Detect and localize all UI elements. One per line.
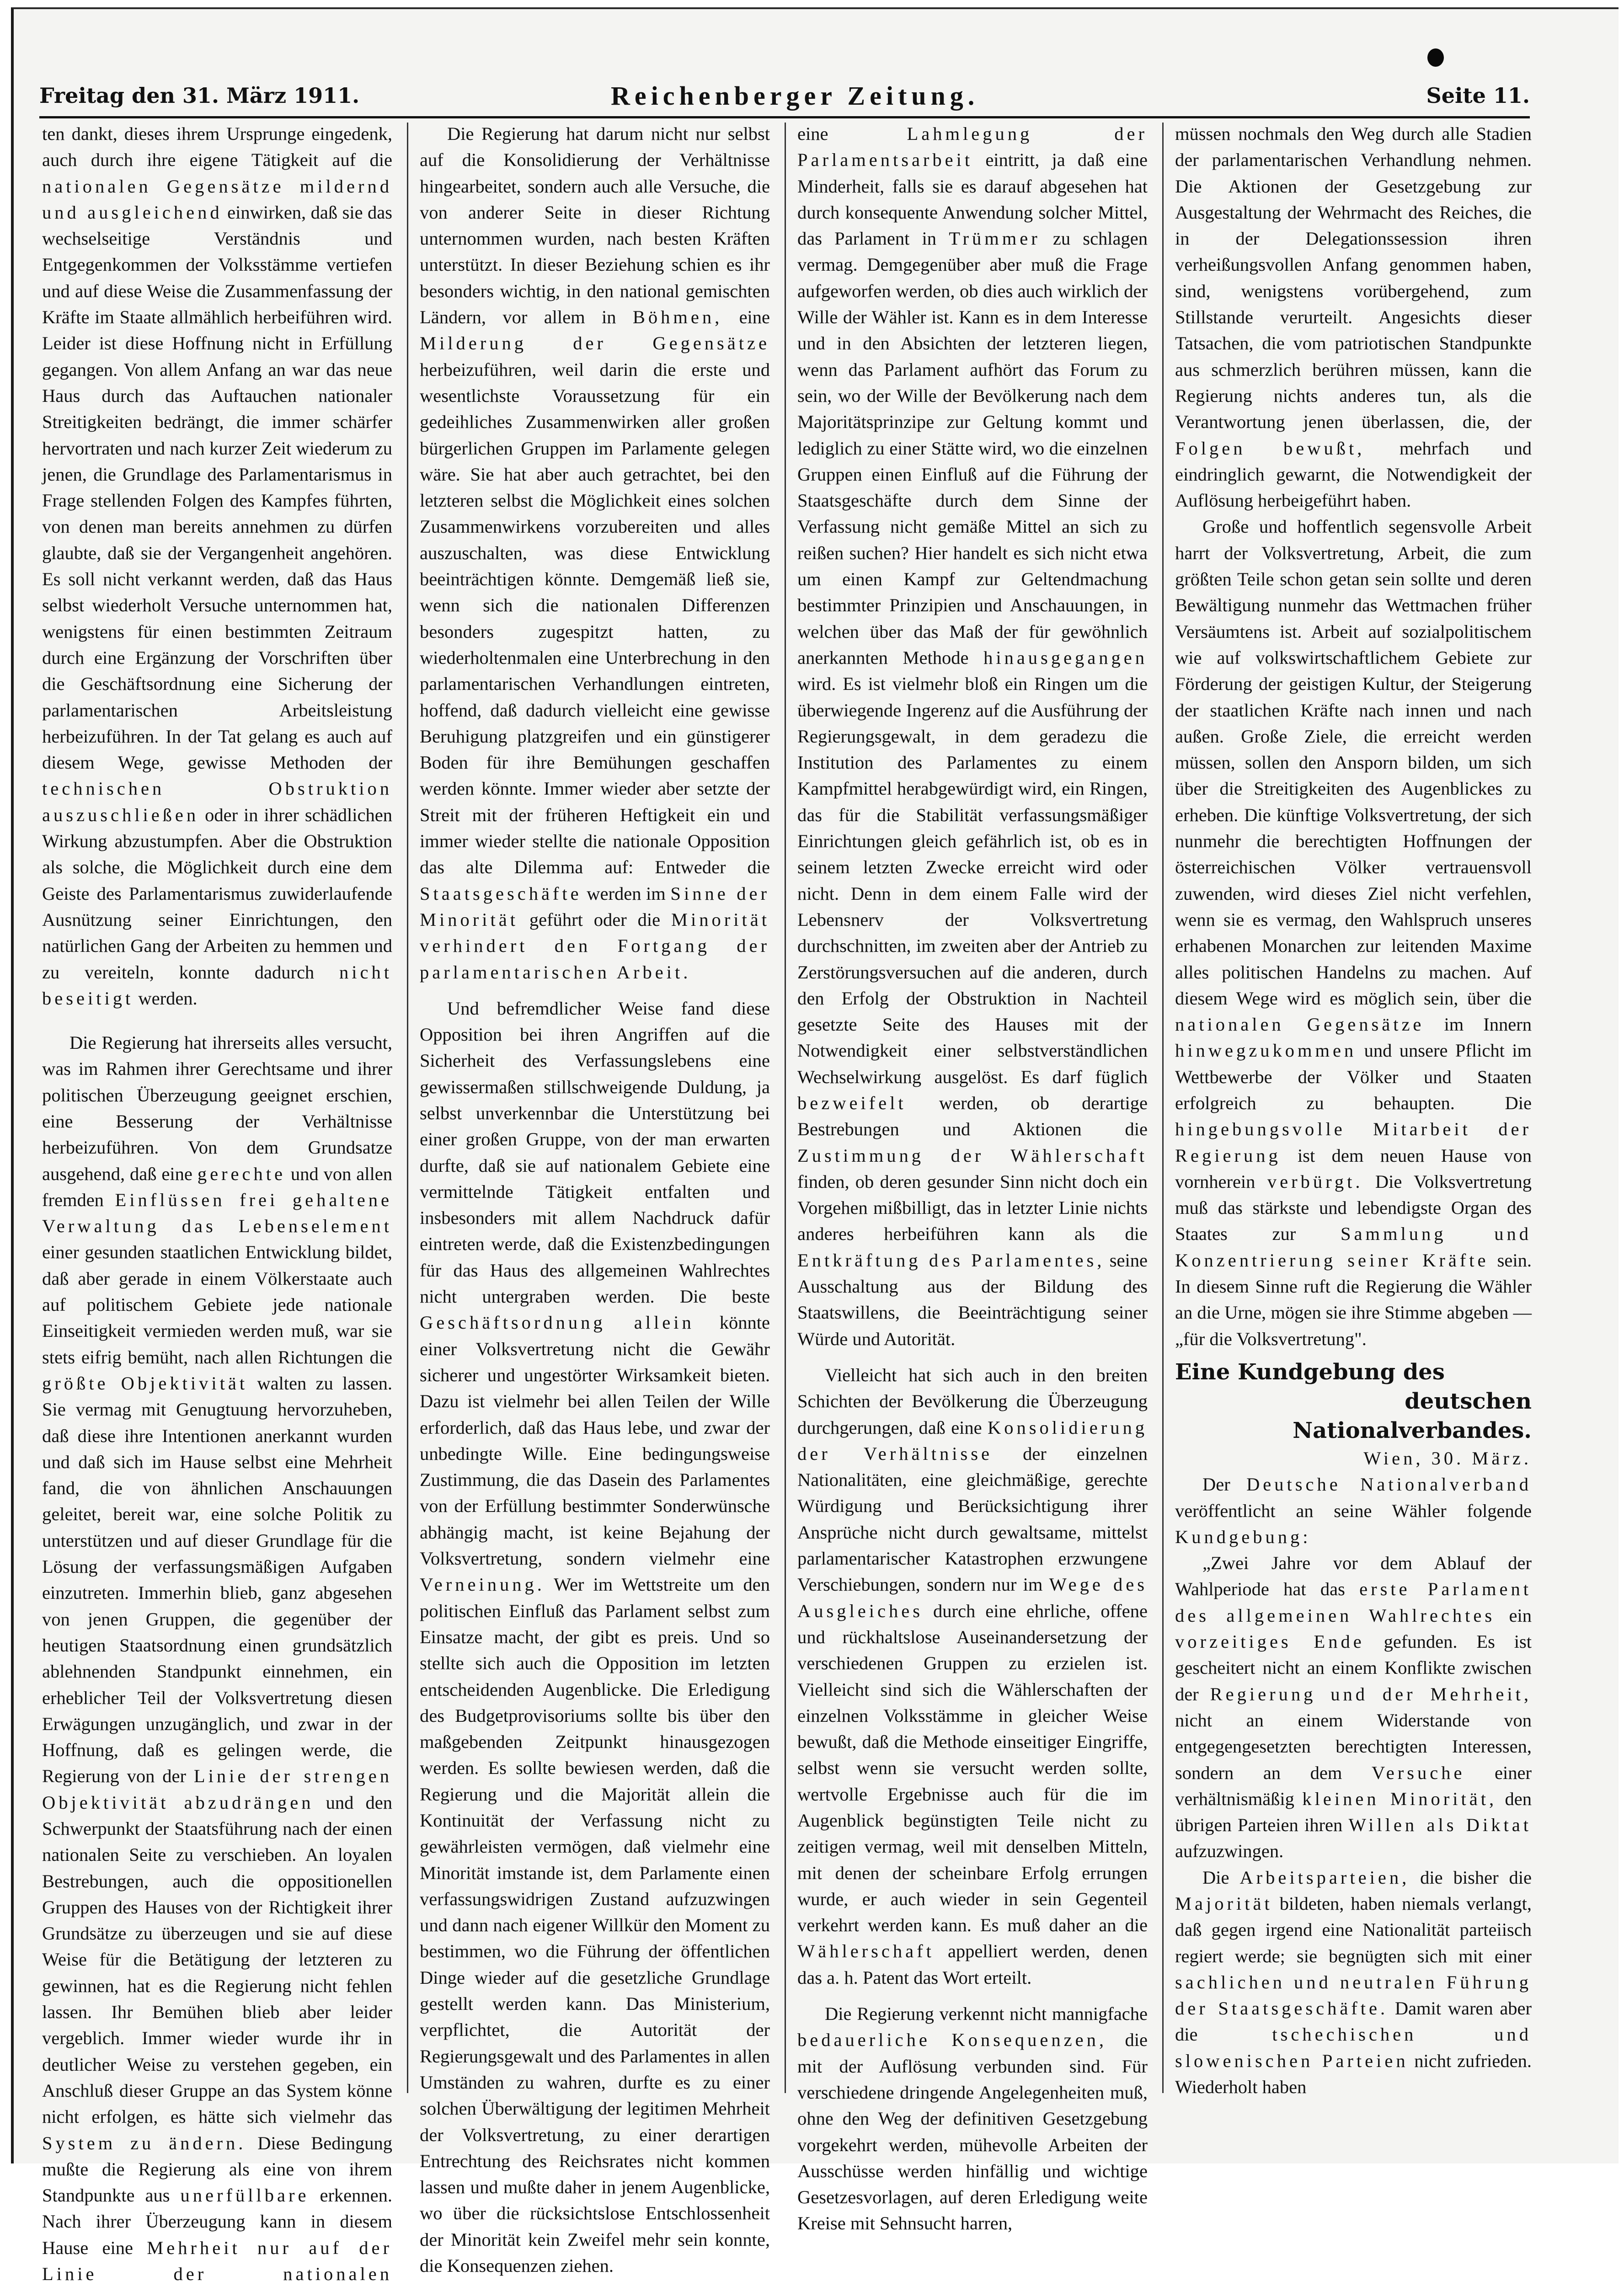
article-headline: Eine Kundgebung des: [1175, 1359, 1445, 1385]
spaced-emphasis-text: unerfüllbare: [180, 2185, 310, 2206]
body-text: seine Ausschaltung aus der Bildung des Staatswillens, die Beeinträchtigung seiner Würde und Autorität.: [797, 1250, 1148, 1349]
spaced-emphasis-text: hingebungsvolle Mitarbeit der Regierung: [1175, 1119, 1532, 1166]
spaced-emphasis-text: Kundgebung:: [1175, 1526, 1311, 1547]
body-text: ist dem neuen Hause von vornherein: [1175, 1145, 1532, 1192]
body-text: Der: [1202, 1474, 1230, 1495]
spaced-emphasis-text: bedauerliche Konsequenzen,: [797, 2030, 1107, 2051]
text-column-1: [42, 121, 393, 2285]
body-text: einer gesunden staatlichen Entwicklung bildet, daß aber gerade in einem Völkerstaate auch auf politischem Gebiete jede nationale Einseitigkeit vermieden werden muß, war sie stets eifrig bemüht, nach allen Richtungen die: [42, 1242, 392, 1367]
paragraph: [1175, 121, 1532, 513]
body-text: erkennen. Nach ihrer Überzeugung kann in diesem Hause eine: [42, 2185, 393, 2258]
spaced-emphasis-text: sachlichen und neutralen Führung der Staatsgeschäfte.: [1175, 1971, 1532, 2019]
spaced-emphasis-text: gerechte: [197, 1163, 286, 1184]
body-text: veröffentlicht an seine Wähler folgende: [1175, 1500, 1532, 1521]
spaced-emphasis-text: Minorität verhindert den Fortgang der parlamentarischen Arbeit.: [420, 909, 770, 983]
body-text: zu schlagen vermag. Demgegenüber aber muß die Frage aufgeworfen werden, ob dies auch wirklich der Wille der Wähler ist. Kann es in dem Interesse und in den Absichten der letzteren liegen, wenn das Parlament aufhört das Forum zu sein, wo der Wille der Bevölkerung nach dem Majoritätsprinzipe zur Geltung kommt und lediglich zu einer Stätte wird, wo die einzelnen Gruppen einen Einfluß auf die Führung der Staatsgeschäfte durch dem Sinne der Verfassung nicht gemäße Mittel an sich zu reißen suchen? Hier handelt es sich nicht etwa um einen Kampf zur Geltendmachung bestimmter Prinzipien und Anschauungen, in welchen über das Maß der für gewöhnlich anerkannten Methode: [797, 228, 1148, 668]
body-text: Damit waren aber die: [1175, 1998, 1532, 2045]
body-text: einer verhältnismäßig: [1175, 1762, 1532, 1809]
spaced-emphasis-text: Verneinung.: [420, 1574, 545, 1595]
spaced-emphasis-text: nicht beseitigt: [42, 961, 392, 1009]
page-header: [39, 80, 1530, 117]
spaced-emphasis-text: Wege des Ausgleiches: [797, 1574, 1148, 1621]
text-column-4: [1175, 121, 1532, 2098]
body-text: bildeten, haben niemals verlangt, daß gegen irgend eine Nationalität parteiisch regiert werde; sie begnügten sich mit einer: [1175, 1893, 1532, 1966]
body-text: im Innern: [1444, 1014, 1532, 1035]
spaced-emphasis-text: Geschäftsordnung allein: [420, 1312, 694, 1333]
spaced-emphasis-text: kleinen Minorität,: [1302, 1788, 1497, 1809]
spaced-emphasis-text: Trümmer: [949, 228, 1041, 249]
body-text: Vielleicht hat sich auch in den breiten Schichten der Bevölkerung die Überzeugung durchgerungen, daß eine: [797, 1364, 1148, 1438]
spaced-emphasis-text: Sinne der Minorität: [420, 883, 770, 930]
spaced-emphasis-text: Linie der strengen Objektivität abzudrängen: [42, 1766, 393, 1813]
spaced-emphasis-text: Majorität: [1175, 1893, 1273, 1914]
body-text: wird. Es ist vielmehr bloß ein Ringen um die überwiegende Ingerenz auf die Ausführung der Regierungsgewalt, in dem geradezu die Institution des Parlamentes zu einem Kampfmittel herabgewürdigt wird, ein Ringen, das für die Stabilität verfassungsmäßiger Einrichtungen gleich gefährlich ist, ob es in seinem letzten Zwecke erreicht wird oder nicht. Denn in dem einem Falle wird der Lebensnerv der Volksvertretung durchschnitten, im zweiten aber der Antrieb zu Zerstörungsversuchen auf die anderen, durch den Erfolg der Obstruktion in Nachteil gesetzte Seite des Hauses mit der Notwendigkeit einer selbstverständlichen Wechselwirkung ausgelöst. Es darf füglich: [797, 673, 1148, 1087]
body-text: den übrigen Parteien ihren: [1175, 1788, 1532, 1836]
paragraph: [42, 121, 392, 1011]
body-text: Diese Bedingung mußte die Regierung als eine von ihrem Standpunkte aus: [42, 2132, 392, 2206]
spaced-emphasis-text: nationalen Gegensätze mildernd und ausgleichend: [42, 176, 392, 223]
spaced-emphasis-text: Willen als Diktat: [1348, 1815, 1532, 1836]
body-text: geführt oder die: [529, 909, 661, 930]
body-text: und von allen fremden: [42, 1163, 392, 1210]
body-text: Und befremdlicher Weise fand diese Opposition bei ihren Angriffen auf die Sicherheit des Verfassungslebens eine gewissermaßen stillschweigende Duldung, ja selbst unverkennbar die Unterstützung bei einer großen Gruppe, von der man erwarten durfte, daß sie auf nationalem Gebiete eine vermittelnde Tätigkeit entfalten und insbesonders mit allem Nachdruck dafür eintreten werde, daß die Existenzbedingungen für das Haus des allgemeinen Wahlrechtes nicht untergraben werden. Die beste: [420, 998, 770, 1307]
page-number: Seite 11.: [1426, 83, 1530, 108]
spaced-emphasis-text: Staatsgeschäfte: [420, 883, 582, 904]
body-text: finden, ob deren gesunder Sinn nicht doch ein Vorgehen mißbilligt, das in letzter Linie nichts anderes herbeiführen kann als die: [797, 1171, 1148, 1244]
paragraph: [1175, 513, 1532, 1352]
body-text: eine: [739, 307, 770, 328]
spaced-emphasis-text: System zu ändern.: [42, 2132, 246, 2153]
spaced-emphasis-text: Konsolidierung der Verhältnisse: [797, 1417, 1148, 1464]
body-text: und unsere Pflicht im Wettbewerbe der Völker und Staaten erfolgreich zu behaupten. Die: [1175, 1040, 1532, 1113]
paragraph: [420, 995, 770, 2279]
spaced-emphasis-text: hinwegzukommen: [1175, 1040, 1357, 1061]
body-text: werden, ob derartige Bestrebungen und Aktionen die: [797, 1092, 1148, 1140]
paragraph: [1175, 1864, 1532, 2100]
body-text: eine: [797, 123, 828, 144]
body-text: nicht an einem Widerstande von entgegengesetzten berechtigten Interessen, sondern an dem: [1175, 1709, 1532, 1783]
spaced-emphasis-text: Versuche: [1372, 1762, 1465, 1783]
body-text: einwirken, daß sie das wechselseitige Verständnis und Entgegenkommen der Volksstämme vertiefen und auf diese Weise die Zusammenfassung der Kräfte im Staate allmählich herbeiführen wird. Leider ist diese Hoffnung nicht in Erfüllung gegangen. Von allem Anfang an war das neue Haus durch das Auftauchen nationaler Streitigkeiten bedrängt, die immer schärfer hervortraten und nach kurzer Zeit wiederum zu jenen, die Grundlage des Parlamentarismus in Frage stellenden Folgen des Kampfes führten, von denen man bereits annehmen zu dürfen glaubte, daß sie der Vergangenheit angehören. Es soll nicht verkannt werden, daß das Haus selbst wiederholt Versuche unternommen hat, wenigstens für einen bestimmten Zeitraum durch eine Ergänzung der Vorschriften über die Geschäftsordnung eine Sicherung der parlamentarischen Arbeitsleistung herbeizuführen. In der Tat gelang es auch auf diesem Wege, gewisse Methoden der: [42, 202, 393, 773]
spaced-emphasis-text: Zustimmung der Wählerschaft: [797, 1145, 1148, 1166]
body-text: Wer im Wettstreite um den politischen Einfluß das Parlament selbst zum Einsatze macht, der gibt es preis. Und so stellte sich auch die Opposition im letzten entscheidenden Augenblicke. Die Erledigung des Budgetprovisoriums sollte bis über den maßgebenden Zeitpunkt hinausgezogen werden. Es sollte bewiesen werden, daß die Regierung und die Majorität allein die Kontinuität der Verfassung nicht zu gewährleisten vermögen, daß vielmehr eine Minorität imstande ist, dem Parlamente einen verfassungswidrigen Zustand aufzuzwingen und dann nach eigener Willkür den Moment zu bestimmen, wo die Führung der öffentlichen Dinge wieder auf die gesetzliche Grundlage gestellt werden kann. Das Ministerium, verpflichtet, die Autorität der Regierungsgewalt und des Parlamentes in allen Umständen zu wahren, durfte es zu einer solchen Überwältigung der legitimen Mehrheit der Volksvertretung, zu einer derartigen Entrechtung des Reichsrates nicht kommen lassen und mußte daher in jenem Augenblicke, wo über die rücksichtslose Entschlossenheit der Minorität kein Zweifel mehr sein konnte, die Konsequenzen ziehen.: [420, 1574, 770, 2276]
body-text: sein. In diesem Sinne ruft die Regierung die Wähler an die Urne, mögen sie ihre Stimme abgeben — „für die Volksvertretung".: [1175, 1250, 1532, 1349]
spaced-emphasis-text: größte Objektivität: [42, 1373, 248, 1394]
article-headline-line2: deutschen Nationalverbandes.: [1293, 1388, 1532, 1443]
body-text: nicht zufrieden. Wiederholt haben: [1175, 2050, 1532, 2098]
text-column-2: [420, 121, 770, 2276]
body-text: die mit der Auflösung verbunden sind. Für verschiedene dringende Angelegenheiten muß, ohne den Weg der definitiven Gesetzgebung vorgekehrt werden, mühevolle Arbeiten der Ausschüsse werden hinfällig und wichtige Gesetzesvorlagen, auf deren Erledigung weite Kreise mit Sehnsucht harren,: [797, 2030, 1148, 2234]
spaced-emphasis-text: tschechischen und slowenischen Parteien: [1175, 2024, 1532, 2071]
spaced-emphasis-text: Mehrheit nur auf der Linie der nationalen: [42, 2237, 393, 2285]
body-text: könnte einer Volksvertretung nicht die Gewähr sicherer und ungestörter Wirksamkeit bieten. Dazu ist vielmehr bei allen Teilen der Wille erforderlich, daß das Haus lebe, und zwar der unbedingte Wille. Eine bedingungsweise Zustimmung, die das Dasein des Parlamentes von der Erfüllung bestimmter Sonderwünsche abhängig macht, ist keine Bejahung der Volksvertretung, sondern vielmehr eine: [420, 1312, 770, 1569]
spaced-emphasis-text: Folgen bewußt,: [1175, 438, 1365, 459]
spaced-emphasis-text: technischen Obstruktion auszuschließen: [42, 778, 392, 825]
paragraph: [1175, 1471, 1532, 1550]
body-text: gefunden. Es ist gescheitert nicht an einem Konflikte zwischen der: [1175, 1631, 1532, 1704]
paragraph: [420, 121, 770, 985]
spaced-emphasis-text: Regierung und der Mehrheit,: [1210, 1683, 1532, 1704]
spaced-emphasis-text: Arbeitsparteien,: [1239, 1867, 1410, 1888]
body-text: walten zu lassen. Sie vermag mit Genugtuung hervorzuheben, daß diese ihre Intentionen anerkannt wurden und daß sich im Hause selbst eine Mehrheit fand, die von ähnlichen Anschauungen geleitet, bereit war, eine solche Politik zu unterstützen und auf dieser Grundlage für die Lösung der verfassungsmäßigen Aufgaben einzutreten. Immerhin blieb, ganz abgesehen von jenen Gruppen, die gegenüber der heutigen Staatsordnung einen grundsätzlich ablehnenden Standpunkt einnehmen, ein erheblicher Teil der Volksvertretung diesen Erwägungen unzugänglich, und zwar in der Hoffnung, daß es gelingen werde, die Regierung von der: [42, 1373, 392, 1787]
newspaper-title: Reichenberger Zeitung.: [611, 81, 979, 111]
spaced-emphasis-text: Wählerschaft: [797, 1941, 935, 1962]
body-text: durch eine ehrliche, offene und rückhaltslose Auseinandersetzung der verschiedenen Gruppen zu erzielen ist. Vielleicht sind sich die Wählerschaften der einzelnen Volksstämme in gleicher Weise bewußt, daß die Methode einseitiger Eingriffe, selbst wenn sie versucht werden sollte, wertvolle Ergebnisse auch für die im Augenblick begünstigten Teile nicht zu zeitigen vermag, weil mit denselben Mitteln, mit denen der scheinbare Erfolg errungen wurde, er auch wieder in sein Gegenteil verkehrt werden kann. Es muß daher an die: [797, 1600, 1148, 1936]
body-text: appelliert werden, denen das a. h. Patent das Wort erteilt.: [797, 1941, 1148, 1988]
body-text: „Zwei Jahre vor dem Ablauf der Wahlperiode hat das: [1175, 1553, 1532, 1600]
body-text: ten dankt, dieses ihrem Ursprunge eingedenk, auch durch ihre eigene Tätigkeit auf die: [42, 123, 392, 171]
spaced-emphasis-text: nationalen Gegensätze: [1175, 1014, 1425, 1035]
body-text: oder in ihrer schädlichen Wirkung abzustumpfen. Aber die Obstruktion als solche, die Möglichkeit durch eine dem Geiste des Parlamentarismus zuwiderlaufende Ausnützung seiner Einrichtungen, den natürlichen Gang der Arbeiten zu hemmen und zu vereiteln, konnte dadurch: [42, 804, 392, 983]
spaced-emphasis-text: Einflüssen frei gehaltene Verwaltung das Lebenselement: [42, 1189, 392, 1237]
body-text: werden im: [587, 883, 666, 904]
text-column-3: [797, 121, 1148, 2234]
body-text: der einzelnen Nationalitäten, eine gleichmäßige, gerechte Würdigung und Berücksichtigung ihrer Ansprüche nicht durch gewaltsame, mittelst parlamentarischer Katastrophen erzwungene Verschiebungen, sondern nur im: [797, 1443, 1148, 1595]
body-text: Die: [1202, 1867, 1229, 1888]
body-text: und den Schwerpunkt der Staatsführung nach der einen nationalen Seite zu verschieben. An loyalen Bestrebungen, auch die oppositionellen Gruppen des Hauses von der Richtigkeit ihrer Grundsätze zu überzeugen und sie auf diese Weise für die Betätigung der letzteren zu gewinnen, hat es die Regierung nicht fehlen lassen. Ihr Bemühen blieb aber leider vergeblich. Immer wieder wurde ihr in deutlicher Weise zu verstehen gegeben, ein Anschluß dieser Gruppe an das System könne nicht erfolgen, es hätte sich vielmehr das: [42, 1792, 393, 2127]
column-rule-2: [785, 123, 786, 2093]
spaced-emphasis-text: verbürgt.: [1267, 1171, 1363, 1192]
spaced-emphasis-text: Entkräftung des Parlamentes,: [797, 1250, 1105, 1271]
column-rule-1: [407, 123, 408, 2093]
body-text: Die Regierung hat ihrerseits alles versucht, was im Rahmen ihrer Gerechtsame und ihrer politischen Überzeugung geeignet erschien, eine Besserung der Verhältnisse herbeizuführen. Von dem Grundsatze ausgehend, daß eine: [42, 1032, 392, 1184]
body-text: herbeizuführen, weil darin die erste und wesentlichste Voraussetzung für ein gedeihliches Zusammenwirken aller großen bürgerlichen Gruppen im Parlamente gelegen wäre. Sie hat aber auch getrachtet, bei den letzteren selbst die Möglichkeit eines solchen Zusammenwirkens vorzubereiten und alles auszuschalten, was diese Entwicklung beeinträchtigen könnte. Demgemäß ließ sie, wenn sich die nationalen Differenzen besonders zugespitzt hatten, zu wiederholtenmalen eine Unterbrechung in den parlamentarischen Verhandlungen eintreten, hoffend, daß dadurch vielleicht eine gewisse Beruhigung platzgreifen und ein günstigerer Boden für ihre Bemühungen geschaffen werden könnte. Immer wieder aber setzte der Streit mit der früheren Heftigkeit ein und immer wieder stellte die nationale Opposition das alte Dilemma auf: Entweder die: [420, 359, 770, 878]
dateline: [1175, 1445, 1532, 1471]
body-text: Die Regierung hat darum nicht nur selbst auf die Konsolidierung der Verhältnisse hingearbeitet, sondern auch alle Versuche, die von anderer Seite in dieser Richtung unternommen wurden, nach besten Kräften unterstützt. In dieser Beziehung schien es ihr besonders wichtig, in den national gemischten Ländern, vor allem in: [420, 123, 770, 328]
spaced-emphasis-text: Böhmen,: [632, 307, 723, 328]
header-date: Freitag den 31. März 1911.: [39, 83, 360, 108]
paragraph: [1175, 1550, 1532, 1864]
scan-ink-spot: [1427, 48, 1444, 67]
spaced-emphasis-text: hinausgegangen: [983, 647, 1148, 668]
body-text: ein: [1509, 1605, 1532, 1626]
body-text: aufzuzwingen.: [1175, 1841, 1284, 1862]
header-rule: [39, 116, 1530, 118]
spaced-emphasis-text: bezweifelt: [797, 1092, 907, 1113]
spaced-emphasis-text: Lahmlegung der Parlamentsarbeit: [797, 123, 1148, 171]
body-text: eintritt, ja daß eine Minderheit, falls sie es darauf abgesehen hat durch konsequente Anwendung solcher Mittel, das Parlament in: [797, 150, 1148, 249]
spaced-emphasis-text: vorzeitiges Ende: [1175, 1631, 1365, 1652]
paragraph: [797, 121, 1148, 1352]
body-text: müssen nochmals den Weg durch alle Stadien der parlamentarischen Verhandlung nehmen. Die Aktionen der Gesetzgebung zur Ausgestaltung der Wehrmacht des Reiches, die in der Delegationssession ihren verheißungsvollen Anfang genommen haben, sind, wenigstens vorübergehend, zum Stillstande verurteilt. Angesichts dieser Tatsachen, die vom patriotischen Standpunkte aus schmerzlich berühren müssen, kann die Regierung nichts anderes tun, als die Verantwortung jenen überlassen, die, der: [1175, 123, 1532, 433]
column-rule-3: [1162, 123, 1164, 2093]
body-text: Große und hoffentlich segensvolle Arbeit harrt der Volksvertretung, Arbeit, die zum größten Teile schon getan sein sollte und deren Bewältigung nunmehr das Wettmachen früher Versäumtens ist. Arbeit auf sozialpolitischem wie auf volkswirtschaftlichem Gebiete zur Förderung der geistigen Kultur, der Steigerung der staatlichen Kräfte nach innen und nach außen. Große Ziele, die erreicht werden müssen, sollen den Ansporn bilden, um sich über die Streitigkeiten des Augenblickes zu erheben. Die künftige Volksvertretung, der sich nunmehr die berechtigten Hoffnungen der österreichischen Völker vertrauensvoll zuwenden, wird dieses Ziel nicht verfehlen, wenn sie es vermag, den Wahlspruch unseres erhabenen Monarchen zur leitenden Maxime alles politischen Handelns zu machen. Auf diesem Wege wird es möglich sein, über die: [1175, 516, 1532, 1009]
spaced-emphasis-text: Sammlung und Konzentrierung seiner Kräfte: [1175, 1223, 1532, 1271]
spaced-emphasis-text: Wien, 30. März.: [1363, 1447, 1532, 1469]
body-text: Die Regierung verkennt nicht mannigfache: [825, 2003, 1148, 2024]
body-text: Die Volksvertretung muß das stärkste und lebendigste Organ des Staates zur: [1175, 1171, 1532, 1244]
body-text: die bisher die: [1420, 1867, 1532, 1888]
spaced-emphasis-text: erste Parlament des allgemeinen Wahlrechtes: [1175, 1579, 1532, 1626]
paragraph: [797, 2001, 1148, 2237]
body-text: werden.: [138, 988, 198, 1009]
spaced-emphasis-text: Milderung der Gegensätze: [420, 333, 770, 354]
paragraph: [797, 1362, 1148, 1991]
spaced-emphasis-text: Deutsche Nationalverband: [1246, 1474, 1532, 1495]
paragraph: [42, 1030, 392, 2286]
body-text: mehrfach und eindringlich gewarnt, die Notwendigkeit der Auflösung herbeigeführt haben.: [1175, 438, 1532, 511]
